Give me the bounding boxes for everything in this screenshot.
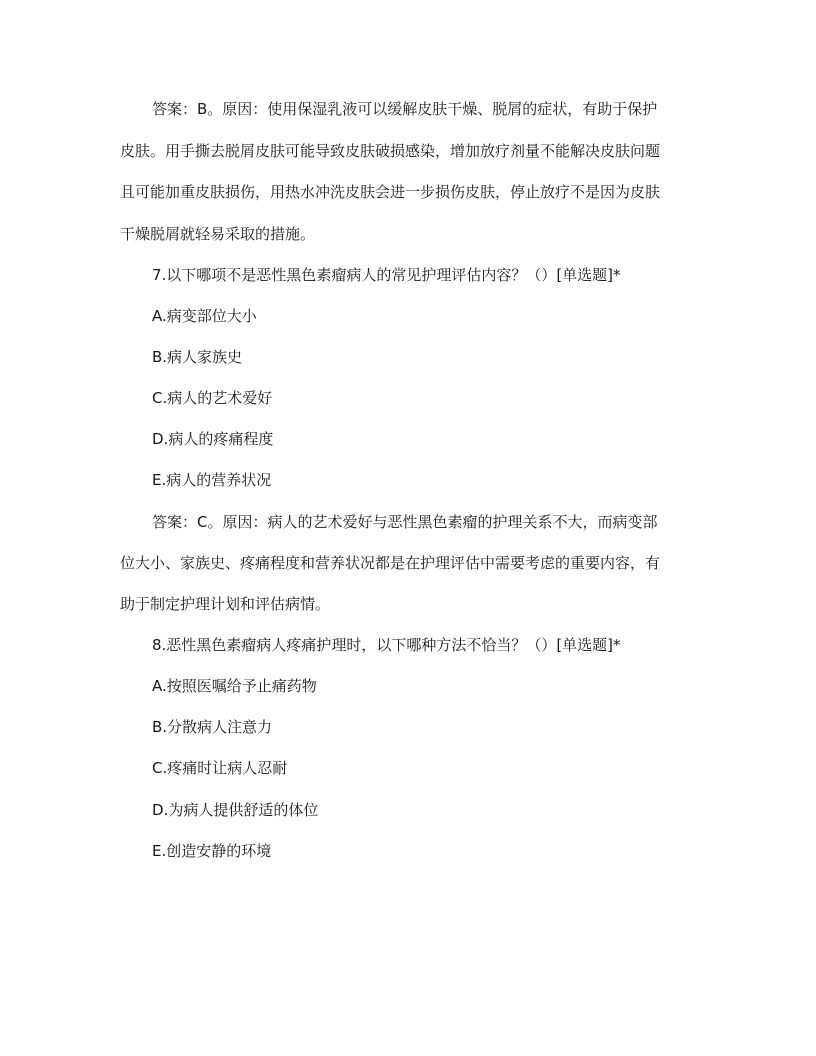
question7-option-e: E.病人的营养状况: [152, 471, 272, 489]
question7-option-c: C.病人的艺术爱好: [152, 389, 273, 407]
answer7-line-3: 助于制定护理计划和评估病情。: [120, 595, 331, 613]
question8-stem: 8.恶性黑色素瘤病人疼痛护理时，以下哪种方法不恰当？（）[单选题]*: [152, 636, 621, 654]
answer6-line-3: 且可能加重皮肤损伤，用热水冲洗皮肤会进一步损伤皮肤，停止放疗不是因为皮肤: [120, 183, 661, 201]
answer7-line-2: 位大小、家族史、疼痛程度和营养状况都是在护理评估中需要考虑的重要内容，有: [120, 554, 661, 572]
answer6-line-2: 皮肤。用手撕去脱屑皮肤可能导致皮肤破损感染，增加放疗剂量不能解决皮肤问题: [120, 142, 661, 160]
question8-option-e: E.创造安静的环境: [152, 842, 272, 860]
question7-option-d: D.病人的疼痛程度: [152, 430, 274, 448]
question7-stem: 7.以下哪项不是恶性黑色素瘤病人的常见护理评估内容？（）[单选题]*: [152, 266, 621, 284]
answer6-line-4: 干燥脱屑就轻易采取的措施。: [120, 225, 316, 243]
question7-option-b: B.病人家族史: [152, 348, 243, 366]
answer7-line-1: 答案：C。原因：病人的艺术爱好与恶性黑色素瘤的护理关系不大，而病变部: [152, 513, 658, 531]
question8-option-b: B.分散病人注意力: [152, 718, 273, 736]
question8-option-d: D.为病人提供舒适的体位: [152, 801, 319, 819]
question7-option-a: A.病变部位大小: [152, 307, 257, 325]
answer6-line-1: 答案：B。原因：使用保湿乳液可以缓解皮肤干燥、脱屑的症状，有助于保护: [152, 100, 658, 118]
question8-option-a: A.按照医嘱给予止痛药物: [152, 677, 317, 695]
question8-option-c: C.疼痛时让病人忍耐: [152, 759, 288, 777]
